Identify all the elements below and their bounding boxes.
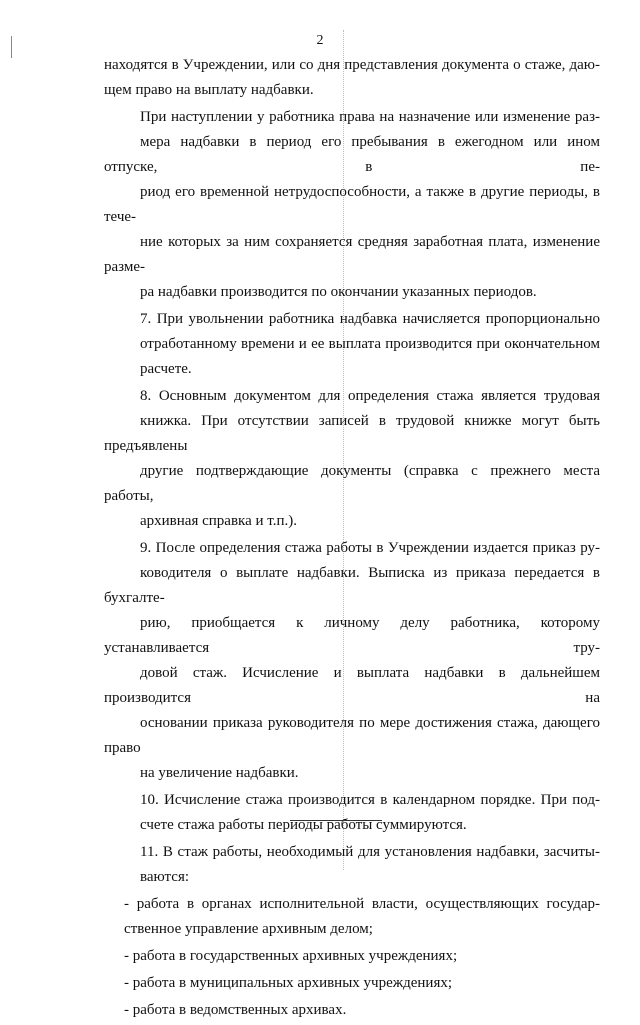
text-line: расчете. — [140, 361, 192, 377]
text-line: - работа в ведомственных архивах. — [124, 1002, 347, 1018]
text-line: основании приказа руководителя по мере достижения стажа, дающего право — [104, 715, 600, 756]
text-line: на увеличение надбавки. — [140, 765, 299, 781]
page-number: 2 — [316, 33, 324, 48]
text-line: ра надбавки производится по окончании указанных периодов. — [140, 284, 537, 300]
footer-rule — [290, 820, 382, 821]
text-line: мера надбавки в период его пребывания в ежегодном или ином отпуске, в пе- — [104, 134, 600, 175]
text-line: архивная справка и т.п.). — [140, 513, 297, 529]
paragraph — [104, 840, 600, 890]
text-line: - работа в муниципальных архивных учреждениях; — [124, 975, 453, 991]
text-line: риод его временной нетрудоспособности, а также в другие периоды, в тече- — [104, 184, 600, 225]
text-line: 7. При увольнении работника надбавка начисляется пропорционально — [140, 311, 600, 327]
text-line: ваются: — [140, 869, 190, 885]
text-line: - работа в государственных архивных учреждениях; — [124, 948, 458, 964]
paragraph — [104, 105, 600, 305]
text-line: довой стаж. Исчисление и выплата надбавки в дальнейшем производится на — [104, 665, 600, 706]
text-line: рию, приобщается к личному делу работника, которому устанавливается тру- — [104, 615, 600, 656]
text-line: - работа в органах исполнительной власти, осуществляющих государ- — [124, 896, 600, 912]
list-item — [104, 971, 600, 996]
text-line: 9. После определения стажа работы в Учреждении издается приказ ру- — [140, 540, 600, 556]
text-line: щем право на выплату надбавки. — [104, 82, 314, 98]
paragraphs — [104, 105, 600, 890]
text-line: отработанному времени и ее выплата производится при окончательном — [140, 336, 600, 352]
text-line: При наступлении у работника права на назначение или изменение раз- — [140, 109, 600, 125]
paragraph — [104, 536, 600, 786]
text-line: ководителя о выплате надбавки. Выписка из приказа передается в бухгалте- — [104, 565, 600, 606]
text-line: ственное управление архивным делом; — [124, 921, 373, 937]
text-line: 11. В стаж работы, необходимый для установления надбавки, засчиты- — [140, 844, 600, 860]
list-item — [104, 998, 600, 1023]
text-line: 8. Основным документом для определения стажа является трудовая — [140, 388, 600, 404]
text-line: 10. Исчисление стажа производится в календарном порядке. При под- — [140, 792, 600, 808]
paragraph — [104, 384, 600, 534]
text-line: ние которых за ним сохраняется средняя заработная плата, изменение разме- — [104, 234, 600, 275]
list-item — [104, 944, 600, 969]
text-line: другие подтверждающие документы (справка с прежнего места работы, — [104, 463, 600, 504]
text-line: счете стажа работы периоды работы суммируются. — [140, 817, 467, 833]
paragraph — [104, 788, 600, 838]
text-line: находятся в Учреждении, или со дня представления документа о стаже, даю- — [104, 57, 600, 73]
eligible-work-list — [104, 892, 600, 1023]
list-item — [104, 892, 600, 942]
text-line: книжка. При отсутствии записей в трудовой книжке могут быть предъявлены — [104, 413, 600, 454]
document-body — [104, 53, 600, 1025]
paragraph — [104, 307, 600, 382]
continuation-paragraph — [104, 53, 600, 103]
